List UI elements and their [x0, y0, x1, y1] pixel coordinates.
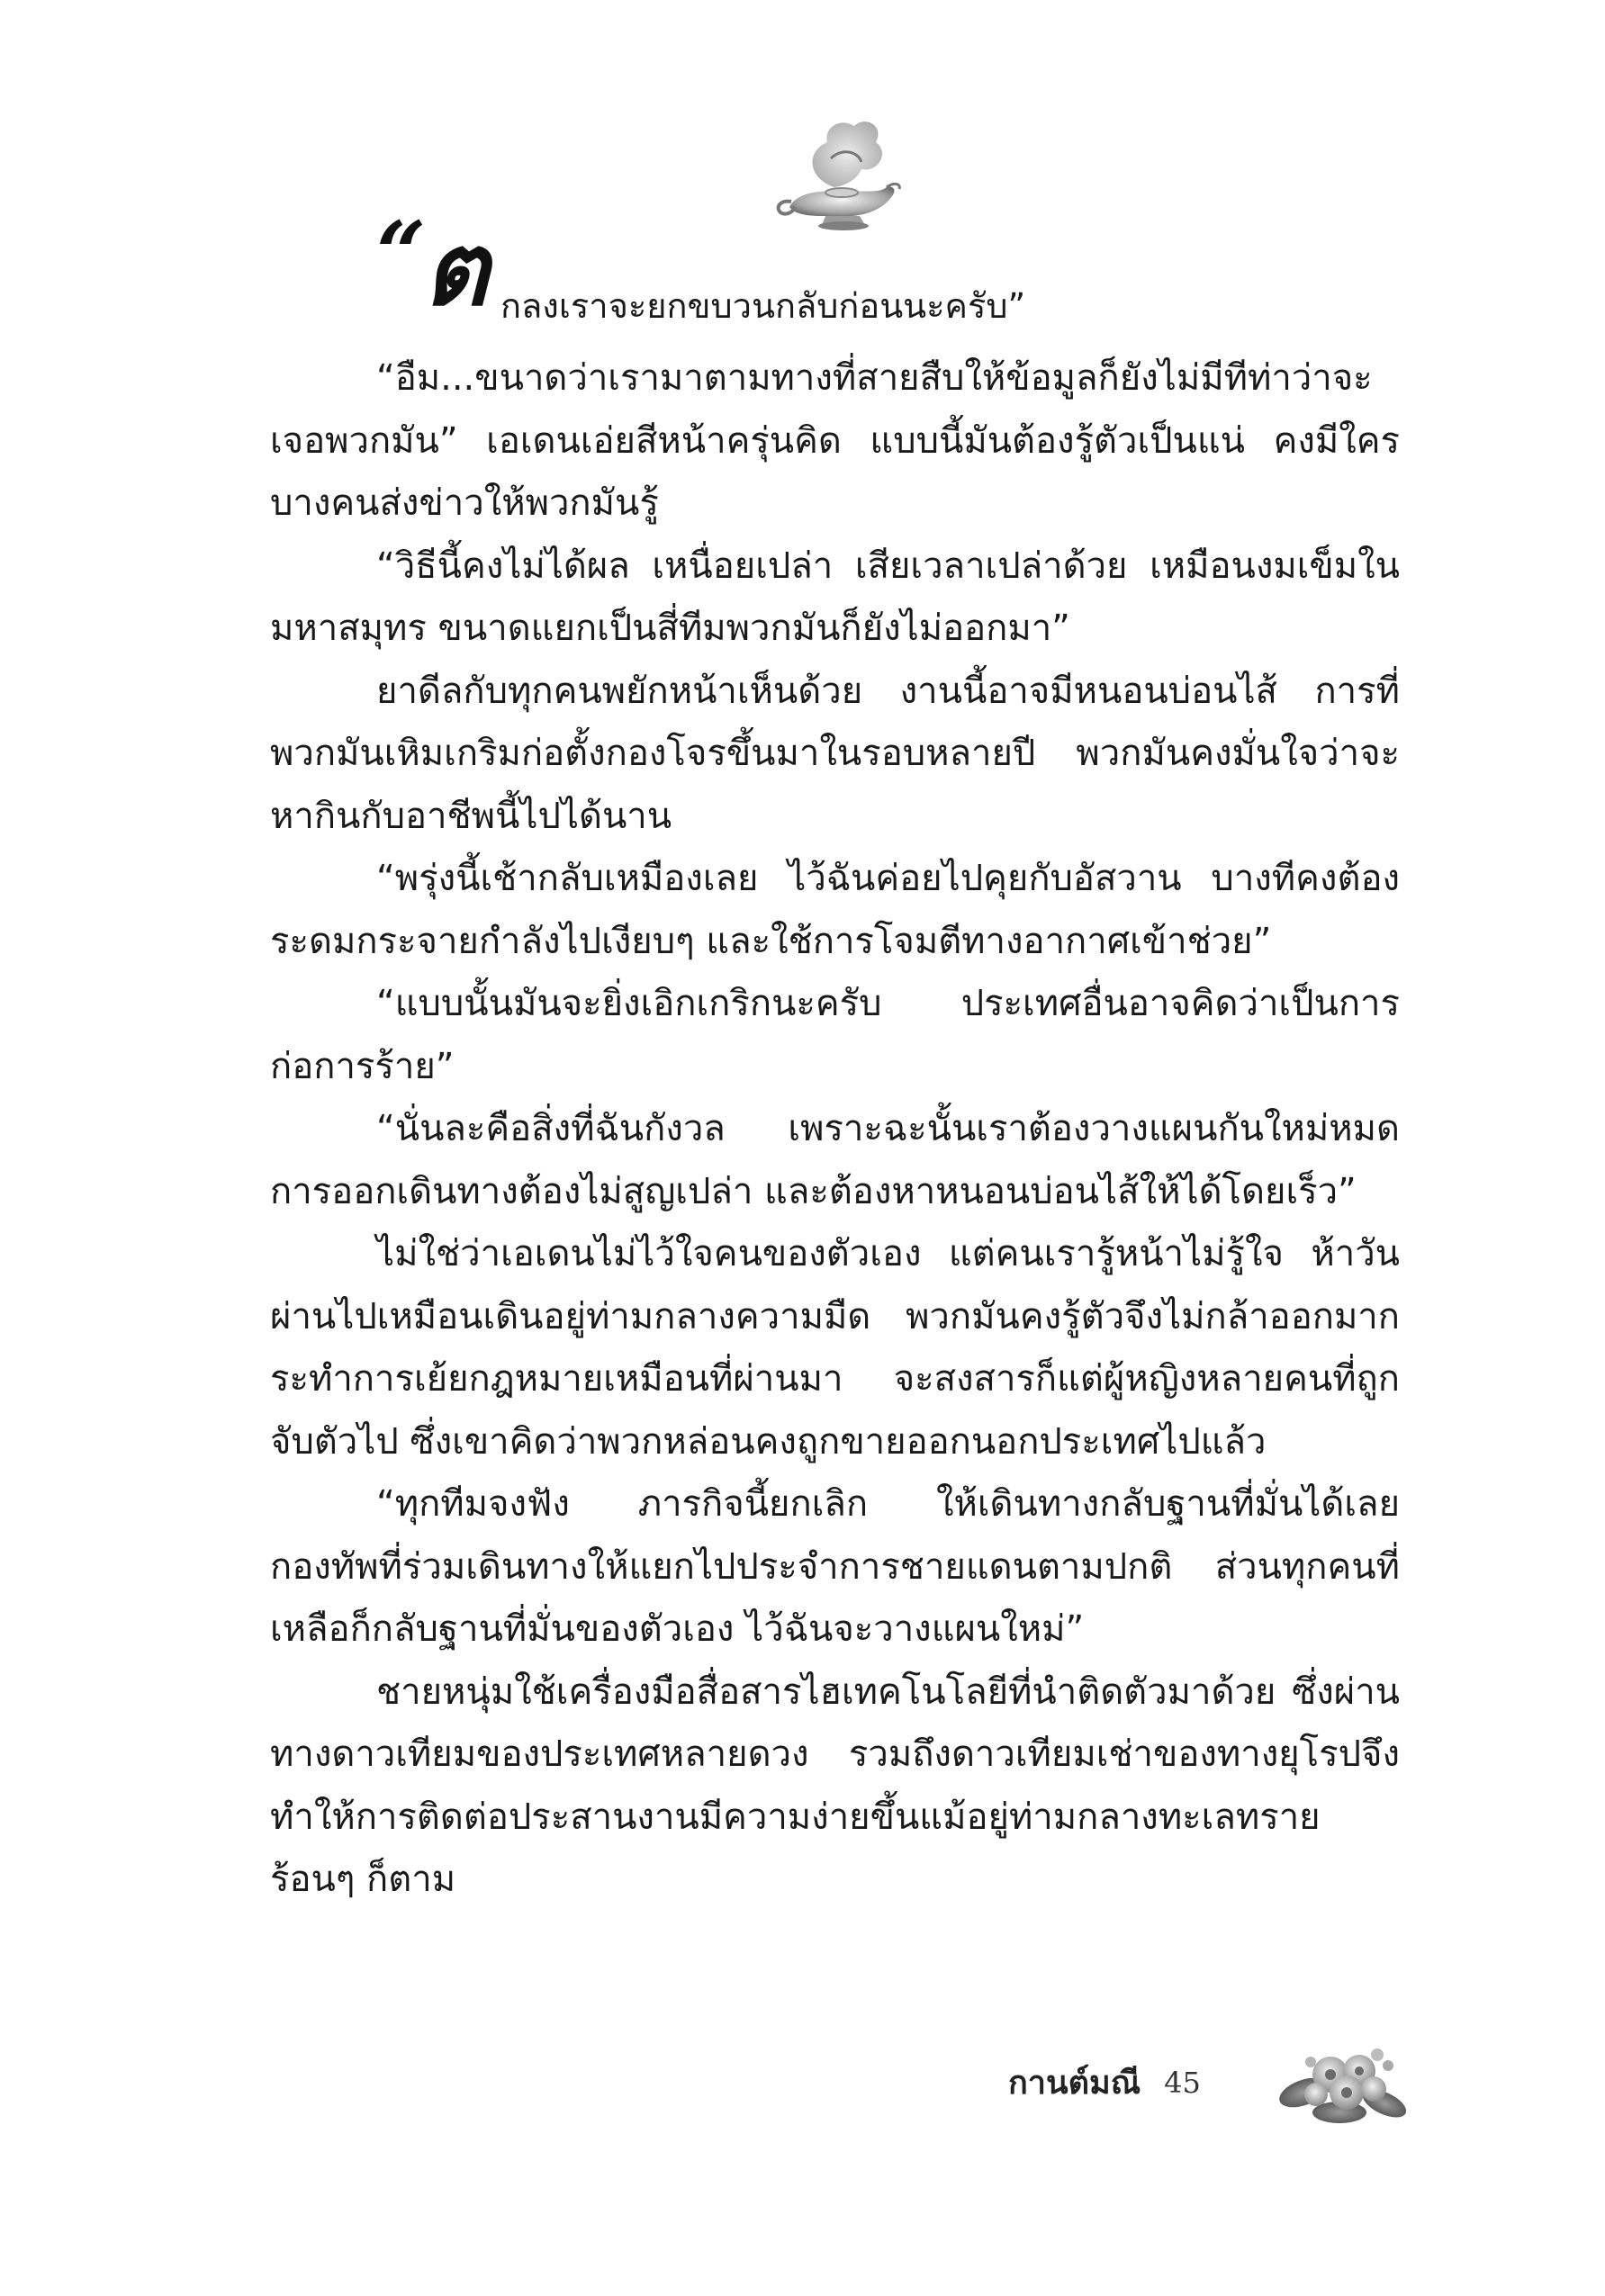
paragraph: ยาดีลกับทุกคนพยักหน้าเห็นด้วย งานนี้อาจมีหนอนบ่อนไส้ การที่พวกมันเหิมเกริมก่อตั้งกองโจรขึ้นมาในรอบหลายปี พวกมันคงมั่นใจว่าจะหากินกับอาชีพนี้ไปได้นาน: [270, 670, 1400, 837]
paragraph: “ทุกทีมจงฟัง ภารกิจนี้ยกเลิก ให้เดินทางกลับฐานที่มั่นได้เลย กองทัพที่ร่วมเดินทางให้แยกไปประจำการชายแดนตามปกติ ส่วนทุกคนที่เหลือก็กลับฐานที่มั่นของตัวเอง ไว้ฉันจะวางแผนใหม่”: [270, 1483, 1400, 1650]
page-footer: [1008, 2057, 1201, 2108]
page-number: 45: [1164, 2065, 1201, 2100]
paragraph: “อืม...ขนาดว่าเรามาตามทางที่สายสืบให้ข้อมูลก็ยังไม่มีทีท่าว่าจะเจอพวกมัน” เอเดนเอ่ยสีหน้าครุ่นคิด แบบนี้มันต้องรู้ตัวเป็นแน่ คงมีใครบางคนส่งข่าวให้พวกมันรู้: [270, 357, 1400, 524]
opening-text: กลงเราจะยกขบวนกลับก่อนนะครับ”: [500, 286, 1026, 326]
flower-bouquet-icon: [1276, 2030, 1411, 2129]
paragraph: “วิธีนี้คงไม่ได้ผล เหนื่อยเปล่า เสียเวลาเปล่าด้วย เหมือนงมเข็มในมหาสมุทร ขนาดแยกเป็นสี่ทีมพวกมันก็ยังไม่ออกมา”: [270, 545, 1400, 649]
paragraph: ชายหนุ่มใช้เครื่องมือสื่อสารไฮเทคโนโลยีที่นำติดตัวมาด้วย ซึ่งผ่านทางดาวเทียมของประเทศหลายดวง รวมถึงดาวเทียมเช่าของทางยุโรปจึงทำให้การติดต่อประสานงานมีความง่ายขึ้นแม้อยู่ท่ามกลางทะเลทรายร้อนๆ ก็ตาม: [270, 1670, 1400, 1900]
paragraph: “นั่นละคือสิ่งที่ฉันกังวล เพราะฉะนั้นเราต้องวางแผนกันใหม่หมด การออกเดินทางต้องไม่สูญเปล่า และต้องหาหนอนบ่อนไส้ให้ได้โดยเร็ว”: [270, 1108, 1400, 1212]
author-name: กานต์มณี: [1008, 2065, 1141, 2102]
body-text: [270, 189, 1400, 1912]
paragraph: ไม่ใช่ว่าเอเดนไม่ไว้ใจคนของตัวเอง แต่คนเรารู้หน้าไม่รู้ใจ ห้าวันผ่านไปเหมือนเดินอยู่ท่ามกลางความมืด พวกมันคงรู้ตัวจึงไม่กล้าออกมากระทำการเย้ยกฎหมายเหมือนที่ผ่านมา จะสงสารก็แต่ผู้หญิงหลายคนที่ถูกจับตัวไป ซึ่งเขาคิดว่าพวกหล่อนคงถูกขายออกนอกประเทศไปแล้ว: [270, 1233, 1400, 1463]
opening-quote-mark: “: [376, 203, 427, 304]
paragraph: “พรุ่งนี้เช้ากลับเหมืองเลย ไว้ฉันค่อยไปคุยกับอัสวาน บางทีคงต้องระดมกระจายกำลังไปเงียบๆ และใช้การโจมตีทางอากาศเข้าช่วย”: [270, 858, 1400, 962]
opening-line: [270, 189, 1400, 347]
paragraph: “แบบนั้นมันจะยิ่งเอิกเกริกนะครับ ประเทศอื่นอาจคิดว่าเป็นการก่อการร้าย”: [270, 983, 1400, 1087]
drop-cap-initial: ต: [423, 212, 489, 329]
